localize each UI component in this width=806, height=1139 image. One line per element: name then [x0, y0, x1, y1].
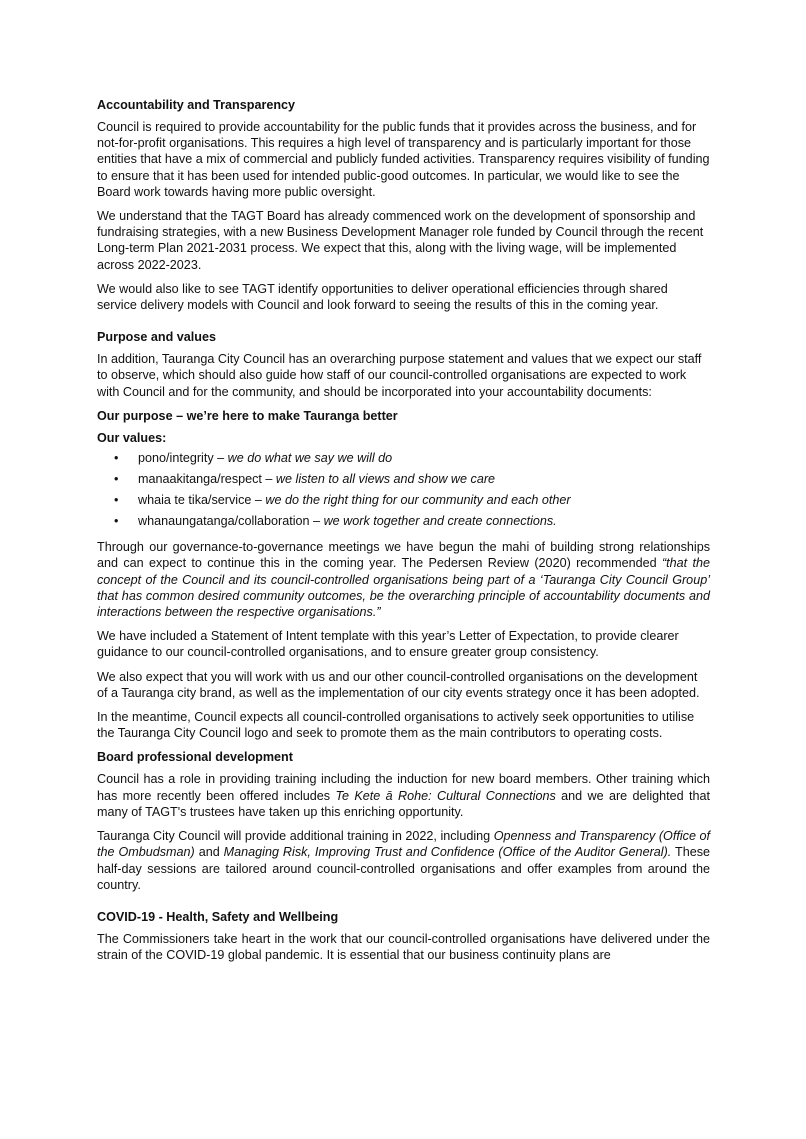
accountability-paragraph-2: We understand that the TAGT Board has already commenced work on the development of sponsorship and fundraising strategies, with a new Business Development Manager role funded by Council through the recent Long-term Plan 2021-2031 process. We expect that this, along with the living wage, will be implemented across 2022-2023.: [97, 209, 704, 272]
pedersen-quote: “that the concept of the Council and its council-controlled organisations being part of a ‘Tauranga City Council Group’ that has common desired community outcomes, be the overarching principle of accountability documents and interactions between the respective organisations.”: [97, 556, 710, 620]
value-description: we listen to all views and show we care: [275, 472, 496, 487]
purpose-heading: Purpose and values: [97, 330, 216, 345]
section-covid: [97, 909, 710, 963]
board-p2-italic-2: Managing Risk, Improving Trust and Confidence (Office of the Auditor General).: [223, 845, 672, 860]
bullet-icon: •: [114, 451, 119, 466]
accountability-paragraph-3: We would also like to see TAGT identify opportunities to deliver operational efficiencies through shared service delivery models with Council and look forward to seeing the results of this in the coming year.: [97, 281, 668, 313]
values-heading: Our values:: [97, 431, 167, 446]
value-description: we work together and create connections.: [323, 514, 557, 529]
board-heading: Board professional development: [97, 750, 293, 765]
board-paragraph-1: [97, 771, 710, 820]
board-p1-tail: and we are delighted that many of TAGT's trustees have taken up this enriching opportunity.: [97, 788, 711, 819]
pedersen-lead: Through our governance-to-governance meetings we have begun the mahi of building strong relationships and can expect to continue this in the coming year. The Pedersen Review (2020) recommended: [97, 540, 710, 571]
covid-paragraph-1: The Commissioners take heart in the work that our council-controlled organisations have delivered under the strain of the COVID-19 global pandemic. It is essential that our business continuity plans are: [97, 931, 710, 963]
purpose-paragraph-5: In the meantime, Council expects all council-controlled organisations to actively seek opportunities to utilise the Tauranga City Council logo and seek to promote them as the main contributors to operating costs.: [97, 710, 695, 741]
purpose-paragraph-1: In addition, Tauranga City Council has an overarching purpose statement and values that we expect our staff to observe, which should also guide how staff of our council-controlled organisations are expected to work with Council and for the community, and should be incorporated into your accountability documents:: [97, 352, 702, 399]
value-term: whaia te tika/service –: [138, 493, 262, 508]
section-accountability: [97, 97, 710, 313]
board-p1-italic: Te Kete ā Rohe: Cultural Connections: [335, 788, 556, 803]
board-paragraph-2: [97, 828, 710, 893]
value-item: [97, 471, 710, 487]
board-p2-italic-1: Openness and Transparency (Office of the Ombudsman): [97, 829, 710, 860]
section-board: [97, 749, 710, 892]
value-description: we do what we say we will do: [227, 451, 393, 466]
value-item: [97, 450, 710, 466]
value-term: whanaungatanga/collaboration –: [138, 514, 321, 529]
values-list: [97, 450, 710, 529]
value-item: [97, 492, 710, 508]
section-purpose: [97, 329, 710, 741]
board-p1-lead: Council has a role in providing training including the induction for new board members. Other training which has more recently been offered includes: [97, 772, 710, 803]
board-p2-lead: Tauranga City Council will provide additional training in 2022, including: [97, 829, 491, 844]
bullet-icon: •: [114, 514, 119, 529]
board-p2-tail: These half-day sessions are tailored around council-controlled organisations and offer examples from around the country.: [97, 845, 711, 892]
value-item: [97, 513, 710, 529]
board-p2-and: and: [198, 845, 220, 860]
covid-heading: COVID-19 - Health, Safety and Wellbeing: [97, 909, 339, 924]
accountability-paragraph-1: Council is required to provide accountability for the public funds that it provides across the business, and for not-for-profit organisations. This requires a high level of transparency and is particularly important for those entities that have a mix of commercial and publicly funded activities. Transparency requires visibility of funding to ensure that it has been used for intended public-good outcomes. In particular, we would like to see the Board work towards having more public oversight.: [97, 120, 710, 199]
bullet-icon: •: [114, 493, 119, 508]
value-description: we do the right thing for our community and each other: [265, 493, 571, 508]
value-term: manaakitanga/respect –: [138, 472, 273, 487]
purpose-statement: Our purpose – we’re here to make Tauranga better: [97, 408, 398, 423]
purpose-paragraph-2: [97, 539, 710, 620]
purpose-paragraph-3: We have included a Statement of Intent template with this year’s Letter of Expectation, to provide clearer guidance to our council-controlled organisations, and to ensure greater group consistency.: [97, 629, 679, 660]
value-term: pono/integrity –: [138, 451, 225, 466]
purpose-paragraph-4: We also expect that you will work with us and our other council-controlled organisations on the development of a Tauranga city brand, as well as the implementation of our city events strategy once it has been adopted.: [97, 669, 700, 700]
accountability-heading: Accountability and Transparency: [97, 98, 296, 112]
bullet-icon: •: [114, 472, 119, 487]
